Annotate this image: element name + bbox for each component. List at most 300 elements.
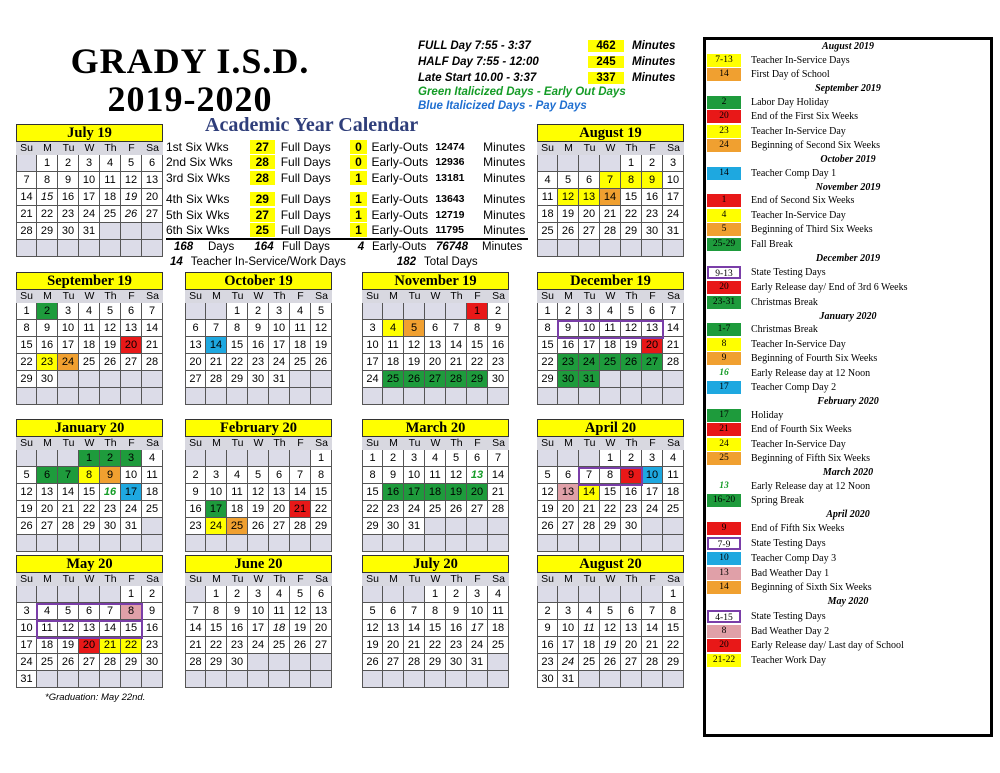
day-cell: 29 [79, 518, 100, 535]
empty-cell [100, 671, 121, 688]
legend-description: Teacher In-Service Day [751, 209, 846, 221]
day-cell: 30 [227, 654, 248, 671]
legend-description: Early Release day at 12 Noon [751, 367, 871, 379]
weekday-label: Th [450, 437, 463, 449]
day-cell: 25 [488, 637, 509, 654]
empty-cell [383, 303, 404, 320]
minutes-unit: Minutes [483, 192, 526, 207]
empty-cell [663, 371, 684, 388]
legend-description: Beginning of Second Six Weeks [751, 140, 880, 152]
empty-cell [488, 388, 509, 405]
legend-item [706, 194, 990, 209]
day-cell: 29 [311, 518, 332, 535]
day-cell: 18 [290, 337, 311, 354]
empty-cell [600, 388, 621, 405]
day-cell: 29 [663, 654, 684, 671]
day-cell: 23 [185, 518, 206, 535]
day-cell: 22 [621, 206, 642, 223]
month-calendar [537, 124, 684, 257]
day-cell: 28 [488, 501, 509, 518]
day-cell: 8 [16, 320, 37, 337]
weekday-label: Th [625, 573, 638, 585]
empty-cell [467, 518, 488, 535]
day-cell: 1 [600, 450, 621, 467]
day-cell: 4 [100, 155, 121, 172]
minutes-value: 13181 [435, 171, 465, 184]
week-row [362, 388, 509, 405]
empty-cell [58, 371, 79, 388]
day-cell: 4 [290, 303, 311, 320]
weekday-label: F [649, 437, 656, 449]
day-cell: 21 [642, 637, 663, 654]
week-row [537, 603, 684, 620]
month-title: July 20 [362, 555, 509, 573]
empty-cell [362, 671, 383, 688]
weekday-label: W [253, 437, 264, 449]
day-cell: 18 [37, 637, 58, 654]
legend-description: Teacher Comp Day 2 [751, 382, 837, 394]
month-title: May 20 [16, 555, 163, 573]
week-row [16, 586, 163, 603]
legend-description: Fall Break [751, 238, 793, 250]
day-cell: 31 [663, 223, 684, 240]
legend-item [706, 337, 990, 352]
empty-cell [446, 388, 467, 405]
empty-cell [537, 240, 558, 257]
day-cell: 2 [58, 155, 79, 172]
empty-cell [579, 586, 600, 603]
week-row [185, 518, 332, 535]
legend-swatch: 17 [707, 381, 741, 394]
day-cell: 28 [290, 518, 311, 535]
day-cell: 5 [404, 320, 425, 337]
day-cell: 1 [362, 450, 383, 467]
empty-cell [467, 671, 488, 688]
weekday-label: F [649, 290, 656, 302]
empty-cell [362, 303, 383, 320]
legend-item [706, 352, 990, 367]
weekday-label: M [43, 573, 52, 585]
empty-cell [621, 388, 642, 405]
empty-cell [206, 535, 227, 552]
six-weeks-row [166, 170, 538, 186]
day-cell: 15 [79, 484, 100, 501]
empty-cell [558, 155, 579, 172]
day-cell: 6 [142, 155, 163, 172]
day-cell: 20 [642, 337, 663, 354]
early-outs-label: Early-Outs [371, 192, 429, 207]
empty-cell [142, 388, 163, 405]
empty-cell [37, 671, 58, 688]
empty-cell [16, 450, 37, 467]
week-row [362, 637, 509, 654]
day-cell: 18 [269, 620, 290, 637]
totals-row [166, 238, 528, 254]
weekday-label: Tu [231, 437, 244, 449]
week-row [537, 303, 684, 320]
legend-swatch: 24 [707, 438, 741, 451]
day-cell: 6 [79, 603, 100, 620]
empty-cell [185, 586, 206, 603]
weekday-label: Su [20, 142, 33, 154]
day-cell: 8 [663, 603, 684, 620]
day-cell: 12 [290, 603, 311, 620]
day-cell: 24 [558, 654, 579, 671]
day-cell: 26 [558, 223, 579, 240]
early-outs-label: Early-Outs [371, 139, 429, 154]
legend-month-heading: January 2020 [819, 310, 877, 322]
day-cell: 22 [16, 354, 37, 371]
empty-cell [269, 450, 290, 467]
day-cell: 9 [227, 603, 248, 620]
day-cell: 15 [600, 484, 621, 501]
weekday-label: Tu [62, 573, 75, 585]
week-row [16, 155, 163, 172]
weekday-label: Su [366, 437, 379, 449]
empty-cell [100, 535, 121, 552]
week-row [537, 240, 684, 257]
empty-cell [600, 535, 621, 552]
weekday-label: Th [104, 573, 117, 585]
day-cell: 20 [142, 189, 163, 206]
legend-item [706, 566, 990, 581]
legend-swatch: 21 [707, 423, 741, 436]
day-cell: 29 [467, 371, 488, 388]
day-cell: 10 [79, 172, 100, 189]
empty-cell [79, 586, 100, 603]
day-cell: 9 [446, 603, 467, 620]
month-calendar [16, 124, 163, 257]
empty-cell [663, 671, 684, 688]
day-cell: 27 [642, 354, 663, 371]
day-cell: 29 [121, 654, 142, 671]
day-cell: 24 [121, 501, 142, 518]
half-day-minutes: 245 [588, 56, 624, 68]
day-cell: 28 [446, 371, 467, 388]
weekday-header [16, 142, 163, 155]
day-cell: 26 [404, 371, 425, 388]
total-full-days: 164 [254, 241, 274, 253]
week-row [16, 535, 163, 552]
day-cell: 9 [37, 320, 58, 337]
day-cell: 25 [37, 654, 58, 671]
legend-item [706, 437, 990, 452]
day-cell: 11 [100, 172, 121, 189]
six-weeks-label: 2nd Six Wks [166, 155, 233, 170]
early-outs-label: Early-Outs [371, 223, 429, 238]
day-cell: 14 [663, 320, 684, 337]
day-cell: 25 [269, 637, 290, 654]
weekday-label: F [297, 573, 304, 585]
empty-cell [621, 240, 642, 257]
day-cell: 3 [269, 303, 290, 320]
day-cell: 14 [100, 620, 121, 637]
day-cell: 12 [121, 172, 142, 189]
legend-swatch: 17 [707, 409, 741, 422]
minutes-unit: Minutes [483, 170, 526, 185]
day-cell: 20 [467, 484, 488, 501]
week-row [16, 637, 163, 654]
legend-description: State Testing Days [751, 267, 826, 278]
empty-cell [621, 371, 642, 388]
day-cell: 7 [16, 172, 37, 189]
empty-cell [185, 450, 206, 467]
empty-cell [663, 518, 684, 535]
empty-cell [642, 371, 663, 388]
day-cell: 7 [100, 603, 121, 620]
legend-swatch: 14 [707, 68, 741, 81]
empty-cell [269, 671, 290, 688]
day-cell: 3 [121, 450, 142, 467]
day-cell: 23 [248, 354, 269, 371]
day-cell: 31 [121, 518, 142, 535]
day-cell: 7 [663, 303, 684, 320]
day-cell: 22 [663, 637, 684, 654]
day-cell: 11 [290, 320, 311, 337]
empty-cell [290, 388, 311, 405]
day-cell: 5 [558, 172, 579, 189]
day-cell: 19 [446, 484, 467, 501]
minutes-unit: Minutes [483, 223, 526, 238]
empty-cell [290, 671, 311, 688]
day-cell: 27 [311, 637, 332, 654]
weekday-label: Sa [146, 437, 159, 449]
day-cell: 17 [79, 189, 100, 206]
day-cell: 21 [206, 354, 227, 371]
legend-item [706, 323, 990, 338]
day-cell: 22 [37, 206, 58, 223]
empty-cell [290, 654, 311, 671]
six-weeks-label: 5th Six Wks [166, 207, 230, 222]
full-days-count: 28 [250, 171, 275, 185]
legend-item [706, 381, 990, 396]
weekday-header [537, 573, 684, 586]
legend-description: Teacher Comp Day 1 [751, 167, 837, 179]
legend-item [706, 68, 990, 83]
day-cell: 12 [362, 620, 383, 637]
day-cell: 22 [206, 637, 227, 654]
empty-cell [425, 303, 446, 320]
legend-swatch: 10 [707, 552, 741, 565]
week-row [537, 337, 684, 354]
day-cell: 16 [558, 337, 579, 354]
month-calendar [16, 272, 163, 405]
weekday-label: M [564, 573, 573, 585]
legend-item [706, 208, 990, 223]
empty-cell [121, 535, 142, 552]
empty-cell [579, 450, 600, 467]
day-cell: 28 [663, 354, 684, 371]
legend-description: Bad Weather Day 1 [751, 567, 830, 579]
day-cell: 28 [58, 518, 79, 535]
day-cell: 25 [383, 371, 404, 388]
week-row [537, 371, 684, 388]
day-cell: 12 [16, 484, 37, 501]
day-cell: 8 [37, 172, 58, 189]
day-cell: 19 [362, 637, 383, 654]
day-cell: 16 [621, 484, 642, 501]
week-row [16, 467, 163, 484]
day-cell: 9 [537, 620, 558, 637]
empty-cell [311, 371, 332, 388]
day-cell: 14 [290, 484, 311, 501]
month-title: January 20 [16, 419, 163, 437]
month-calendar [185, 272, 332, 405]
month-title: September 19 [16, 272, 163, 290]
week-row [537, 172, 684, 189]
day-cell: 30 [446, 654, 467, 671]
total-days-count: 182 [396, 256, 416, 268]
weekday-label: Th [625, 437, 638, 449]
late-start-row [418, 70, 675, 86]
day-cell: 3 [16, 603, 37, 620]
day-cell: 11 [488, 603, 509, 620]
empty-cell [600, 155, 621, 172]
early-outs-count: 1 [350, 171, 368, 185]
weekday-label: F [474, 437, 481, 449]
six-weeks-row [166, 223, 538, 239]
day-cell: 17 [642, 484, 663, 501]
day-cell: 31 [16, 671, 37, 688]
day-cell: 5 [362, 603, 383, 620]
six-weeks-row [166, 192, 538, 208]
weekday-label: Su [541, 142, 554, 154]
empty-cell [142, 371, 163, 388]
day-cell: 7 [58, 467, 79, 484]
day-cell: 6 [558, 467, 579, 484]
day-cell: 5 [446, 450, 467, 467]
empty-cell [642, 518, 663, 535]
day-cell: 8 [362, 467, 383, 484]
weekday-label: Th [450, 573, 463, 585]
day-cell: 18 [425, 484, 446, 501]
legend-month-heading: February 2020 [817, 396, 879, 407]
day-cell: 20 [579, 206, 600, 223]
legend-swatch: 8 [707, 625, 741, 638]
weekday-label: Tu [408, 290, 421, 302]
day-cell: 1 [467, 303, 488, 320]
empty-cell [558, 388, 579, 405]
empty-cell [663, 240, 684, 257]
day-cell: 10 [16, 620, 37, 637]
weekday-label: F [297, 290, 304, 302]
empty-cell [16, 240, 37, 257]
day-cell: 11 [663, 467, 684, 484]
legend-description: Spring Break [751, 495, 805, 507]
day-cell: 31 [404, 518, 425, 535]
empty-cell [642, 586, 663, 603]
weekday-label: Th [273, 437, 286, 449]
empty-cell [600, 586, 621, 603]
legend-swatch: 21-22 [707, 654, 741, 667]
day-cell: 5 [311, 303, 332, 320]
empty-cell [79, 671, 100, 688]
legend-description: Teacher In-Service Day [751, 338, 846, 350]
day-cell: 1 [121, 586, 142, 603]
day-cell: 23 [37, 354, 58, 371]
day-cell: 15 [121, 620, 142, 637]
day-cell: 31 [558, 671, 579, 688]
day-cell: 23 [58, 206, 79, 223]
day-cell: 18 [488, 620, 509, 637]
legend-panel [703, 37, 993, 737]
week-row [16, 501, 163, 518]
legend-item [706, 581, 990, 596]
weekday-label: W [605, 142, 616, 154]
legend-item [706, 624, 990, 639]
empty-cell [37, 450, 58, 467]
week-row [362, 337, 509, 354]
day-cell: 8 [227, 320, 248, 337]
day-cell: 25 [100, 206, 121, 223]
day-cell: 11 [79, 320, 100, 337]
day-cell: 29 [362, 518, 383, 535]
total-early-outs: 4 [357, 241, 365, 253]
day-cell: 25 [425, 501, 446, 518]
day-cell: 26 [16, 518, 37, 535]
day-cell: 18 [383, 354, 404, 371]
week-row [537, 388, 684, 405]
weekday-header [16, 573, 163, 586]
day-cell: 2 [537, 603, 558, 620]
month-title: April 20 [537, 419, 684, 437]
day-cell: 10 [362, 337, 383, 354]
legend-swatch: 20 [707, 110, 741, 123]
weekday-label: Su [366, 290, 379, 302]
day-cell: 8 [311, 467, 332, 484]
day-cell: 19 [121, 189, 142, 206]
legend-description: Holiday [751, 409, 784, 421]
legend-month-heading: September 2019 [815, 83, 881, 94]
day-cell: 9 [100, 467, 121, 484]
legend-description: Beginning of Fourth Six Weeks [751, 353, 878, 365]
legend-item [706, 139, 990, 154]
weekday-label: Th [625, 142, 638, 154]
day-cell: 31 [579, 371, 600, 388]
weekday-label: Su [20, 437, 33, 449]
day-cell: 5 [537, 467, 558, 484]
day-cell: 3 [79, 155, 100, 172]
day-cell: 11 [227, 484, 248, 501]
legend-swatch: 20 [707, 639, 741, 652]
day-cell: 29 [16, 371, 37, 388]
day-cell: 13 [269, 484, 290, 501]
weekday-label: W [253, 290, 264, 302]
day-cell: 16 [58, 189, 79, 206]
empty-cell [362, 535, 383, 552]
day-cell: 12 [311, 320, 332, 337]
day-cell: 16 [100, 484, 121, 501]
day-cell: 21 [100, 637, 121, 654]
day-cell: 6 [121, 303, 142, 320]
weekday-header [16, 290, 163, 303]
empty-cell [290, 450, 311, 467]
bell-schedule [418, 38, 675, 114]
legend-description: End of Fifth Six Weeks [751, 522, 845, 534]
day-cell: 30 [558, 371, 579, 388]
day-cell: 12 [58, 620, 79, 637]
empty-cell [142, 518, 163, 535]
day-cell: 23 [642, 206, 663, 223]
empty-cell [79, 371, 100, 388]
day-cell: 13 [642, 320, 663, 337]
day-cell: 21 [404, 637, 425, 654]
day-cell: 26 [621, 354, 642, 371]
day-cell: 30 [248, 371, 269, 388]
weekday-label: Su [541, 290, 554, 302]
weekday-label: F [128, 573, 135, 585]
day-cell: 15 [37, 189, 58, 206]
